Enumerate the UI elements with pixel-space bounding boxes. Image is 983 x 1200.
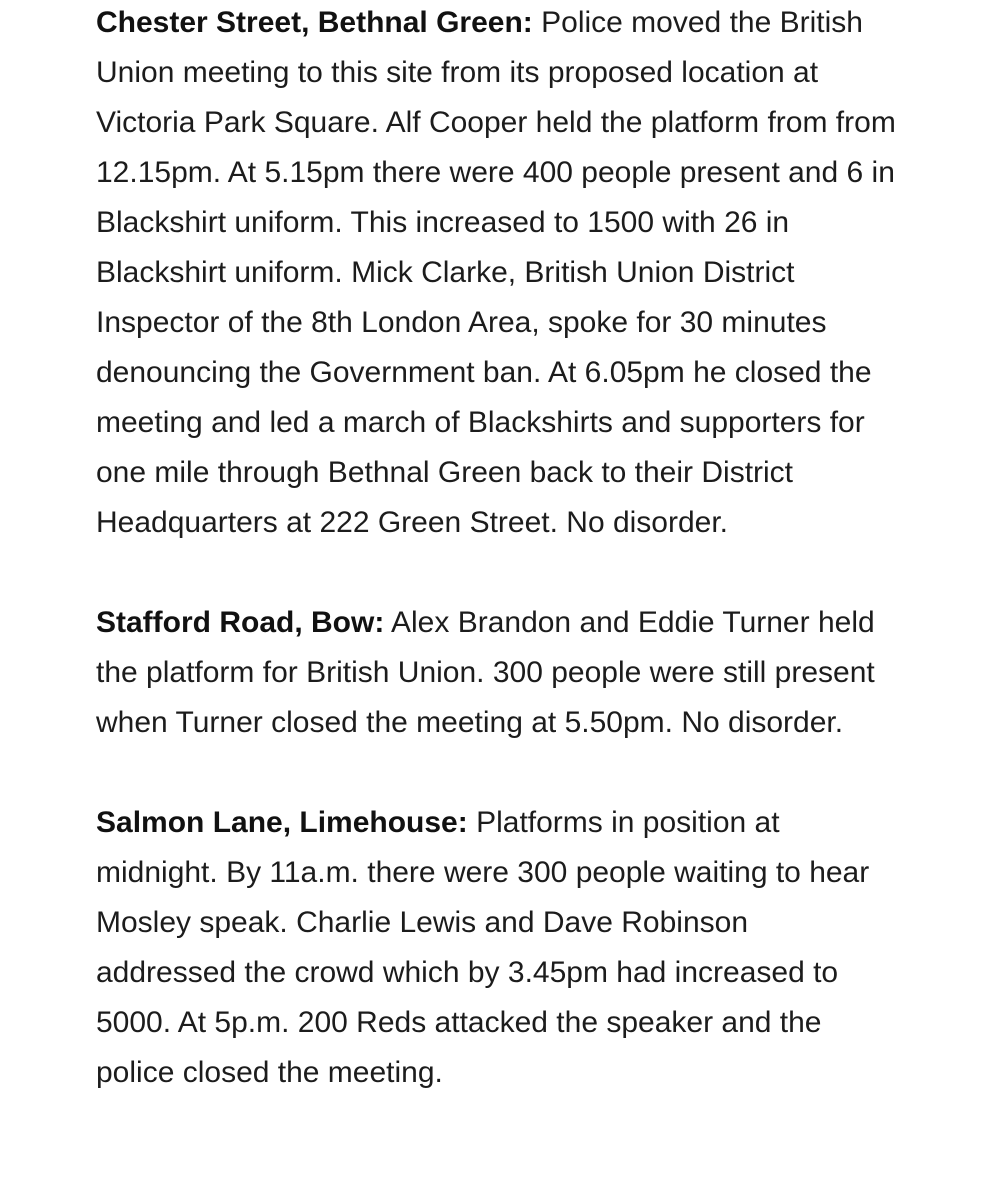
entry-text: Alex Brandon and Eddie Turner held the platform for British Union. 300 people were still present when Turner closed the meeting at 5.50pm. No disorder.: [96, 606, 875, 739]
entry-stafford-road: [96, 598, 896, 748]
entry-text: Platforms in position at midnight. By 11a.m. there were 300 people waiting to hear Mosley speak. Charlie Lewis and Dave Robinson addressed the crowd which by 3.45pm had increased to 5000. At 5p.m. 200 Reds attacked the speaker and the police closed the meeting.: [96, 806, 870, 1089]
entry-location: Chester Street, Bethnal Green:: [96, 6, 533, 39]
entry-salmon-lane: [96, 798, 896, 1098]
entry-chester-street: [96, 0, 896, 548]
entry-text: Police moved the British Union meeting to this site from its proposed location at Victoria Park Square. Alf Cooper held the platform from from 12.15pm. At 5.15pm there were 400 people present and 6 in Blackshirt uniform. This increased to 1500 with 26 in Blackshirt uniform. Mick Clarke, British Union District Inspector of the 8th London Area, spoke for 30 minutes denouncing the Government ban. At 6.05pm he closed the meeting and led a march of Blackshirts and supporters for one mile through Bethnal Green back to their District Headquarters at 222 Green Street. No disorder.: [96, 6, 896, 539]
entry-location: Stafford Road, Bow:: [96, 606, 385, 639]
article-body: [96, 0, 896, 1148]
entry-location: Salmon Lane, Limehouse:: [96, 806, 468, 839]
